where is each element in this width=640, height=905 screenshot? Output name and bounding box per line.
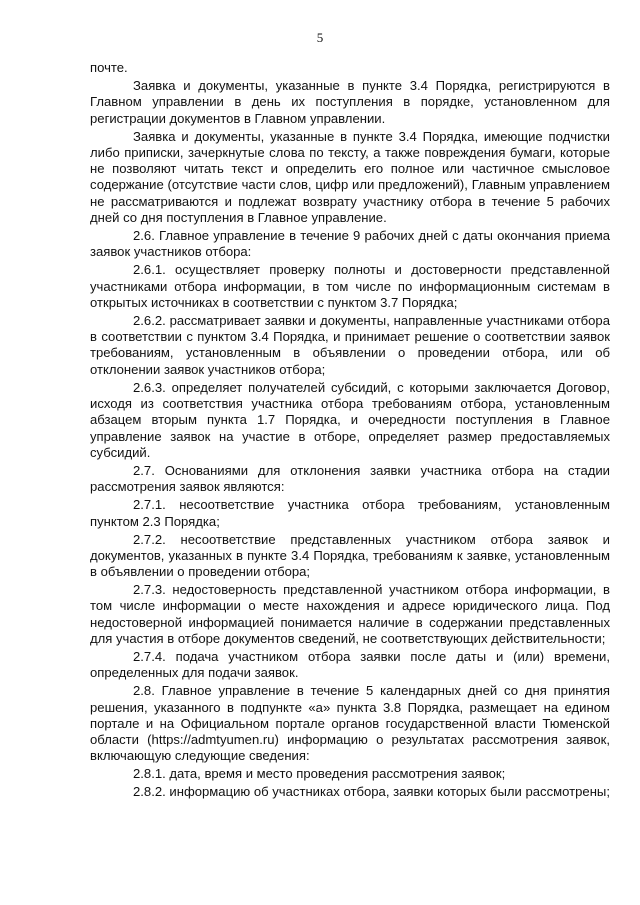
paragraph-2-6-3: 2.6.3. определяет получателей субсидий, с которыми заключается Договор, исходя из соответствия участника отбора требованиям отбора, установленным абзацем вторым пункта 1.7 Порядка, и очередности поступления в Главное управление заявок на участие в отборе, определяет размер предоставляемых субсидий. [90,379,610,460]
paragraph-registration: Заявка и документы, указанные в пункте 3.4 Порядка, регистрируются в Главном управлении в день их поступления в порядке, установленном для регистрации документов в Главном управлении. [90,77,610,126]
document-body [90,60,610,802]
paragraph-2-8: 2.8. Главное управление в течение 5 календарных дней со дня принятия решения, указанного в подпункте «а» пункта 3.8 Порядка, размещает на едином портале и на Официальном портале органов государственной власти Тюменской области (https://admtyumen.ru) информацию о результатах рассмотрения заявок, включающую следующие сведения: [90,683,610,764]
paragraph-2-7-1: 2.7.1. несоответствие участника отбора требованиям, установленным пунктом 2.3 Порядка; [90,497,610,529]
paragraph-continuation: почте. [90,60,128,75]
paragraph-2-7-3: 2.7.3. недостоверность представленной участником отбора информации, в том числе информации о месте нахождения и адресе юридического лица. Под недостоверной информацией понимается наличие в содержании представленных для участия в отборе документов сведений, не соответствующих действительности; [90,582,610,646]
paragraph-2-8-1: 2.8.1. дата, время и место проведения рассмотрения заявок; [133,766,506,782]
paragraph-2-8-2: 2.8.2. информацию об участниках отбора, заявки которых были рассмотрены; [133,784,610,800]
paragraph-2-7-2: 2.7.2. несоответствие представленных участником отбора заявок и документов, указанных в пункте 3.4 Порядка, требованиям к заявке, установленным в объявлении о проведении отбора; [90,531,610,580]
paragraph-2-6-1: 2.6.1. осуществляет проверку полноты и достоверности представленной участниками отбора информации, в том числе по информационным системам в открытых источниках в соответствии с пунктом 3.7 Порядка; [90,262,610,310]
paragraph-2-6-2: 2.6.2. рассматривает заявки и документы, направленные участниками отбора в соответствии с пунктом 3.4 Порядка, и принимает решение о соответствии заявок требованиям, установленным в объявлении о проведении отбора, или об отклонении заявок участников отбора; [90,312,610,377]
paragraph-2-7: 2.7. Основаниями для отклонения заявки участника отбора на стадии рассмотрения заявок являются: [90,462,610,495]
paragraph-2-7-4: 2.7.4. подача участником отбора заявки после даты и (или) времени, определенных для подачи заявок. [90,648,610,681]
paragraph-rejection-damaged: Заявка и документы, указанные в пункте 3.4 Порядка, имеющие подчистки либо приписки, зачеркнутые слова по тексту, а также повреждения бумаги, которые не позволяют читать текст и определить его полное или частичное смысловое содержание (отсутствие части слов, цифр или предложений), Главным управлением не рассматриваются и подлежат возврату участнику отбора в течение 5 рабочих дней со дня поступления в Главное управление. [90,128,610,226]
page-number: 5 [316,30,324,45]
paragraph-2-6: 2.6. Главное управление в течение 9 рабочих дней с даты окончания приема заявок участников отбора: [90,228,610,260]
